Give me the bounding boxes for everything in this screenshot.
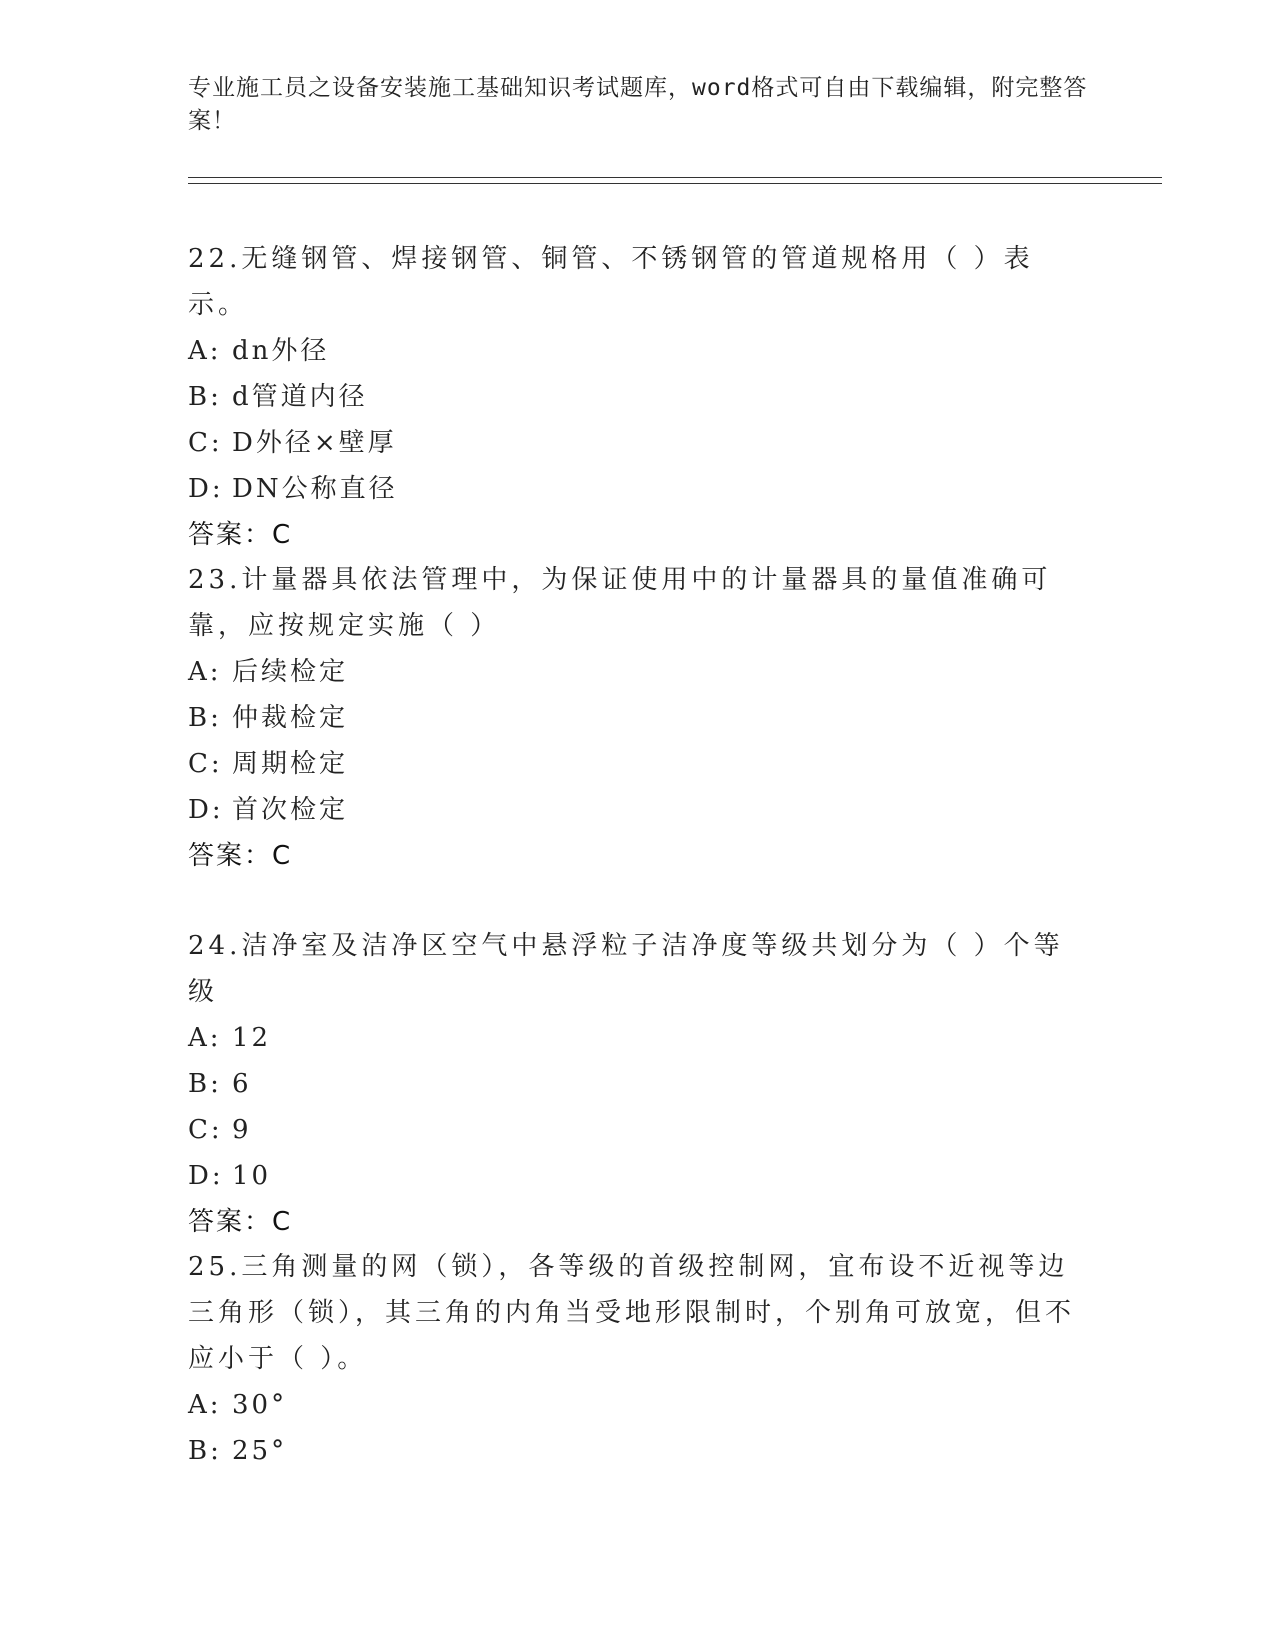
question-text: 23.计量器具依法管理中，为保证使用中的计量器具的量值准确可靠，应按规定实施（ ） (188, 565, 1052, 641)
option-a (188, 1382, 1088, 1428)
option-text: d管道内径 (232, 382, 368, 412)
question-25 (188, 1244, 1088, 1474)
answer-line: 答案：C (188, 1207, 293, 1237)
option-b (188, 1428, 1088, 1474)
option-letter: B: (188, 1436, 222, 1466)
option-text: D外径×壁厚 (232, 428, 397, 458)
option-d (188, 466, 1088, 512)
option-a (188, 328, 1088, 374)
answer-line: 答案：C (188, 520, 293, 550)
option-letter: A: (188, 1390, 222, 1420)
question-22 (188, 236, 1088, 558)
option-letter: D: (188, 795, 224, 825)
option-text: 6 (232, 1069, 252, 1099)
option-text: 10 (232, 1161, 272, 1191)
option-letter: B: (188, 703, 222, 733)
option-letter: D: (188, 474, 224, 504)
question-text: 22.无缝钢管、焊接钢管、铜管、不锈钢管的管道规格用（ ）表示。 (188, 244, 1034, 320)
option-letter: C: (188, 428, 223, 458)
option-b (188, 695, 1088, 741)
option-letter: A: (188, 336, 222, 366)
option-letter: B: (188, 1069, 222, 1099)
option-text: 周期检定 (232, 749, 349, 779)
option-c (188, 1107, 1088, 1153)
option-d (188, 787, 1088, 833)
option-letter: B: (188, 382, 222, 412)
option-text: DN公称直径 (232, 474, 398, 504)
question-24 (188, 923, 1088, 1245)
option-text: dn外径 (232, 336, 330, 366)
question-23 (188, 557, 1088, 879)
option-c (188, 420, 1088, 466)
option-text: 12 (232, 1023, 272, 1053)
option-a (188, 649, 1088, 695)
option-letter: A: (188, 1023, 222, 1053)
header-divider-bottom (188, 183, 1162, 184)
option-text: 后续检定 (232, 657, 349, 687)
option-text: 25° (232, 1436, 288, 1466)
option-letter: C: (188, 1115, 223, 1145)
option-text: 30° (232, 1390, 288, 1420)
option-c (188, 741, 1088, 787)
option-text: 首次检定 (232, 795, 349, 825)
option-text: 9 (232, 1115, 252, 1145)
option-b (188, 374, 1088, 420)
question-text: 24.洁净室及洁净区空气中悬浮粒子洁净度等级共划分为（ ）个等级 (188, 931, 1064, 1007)
option-letter: C: (188, 749, 223, 779)
option-letter: D: (188, 1161, 224, 1191)
option-a (188, 1015, 1088, 1061)
question-text: 25.三角测量的网（锁），各等级的首级控制网，宜布设不近视等边三角形（锁），其三角的内角当受地形限制时，个别角可放宽，但不应小于（ ）。 (188, 1252, 1076, 1374)
header-divider-top (188, 177, 1162, 178)
option-letter: A: (188, 657, 222, 687)
answer-line: 答案：C (188, 841, 293, 871)
option-text: 仲裁检定 (232, 703, 349, 733)
option-b (188, 1061, 1088, 1107)
option-d (188, 1153, 1088, 1199)
document-header: 专业施工员之设备安装施工基础知识考试题库，word格式可自由下载编辑，附完整答案！ (188, 75, 1088, 134)
